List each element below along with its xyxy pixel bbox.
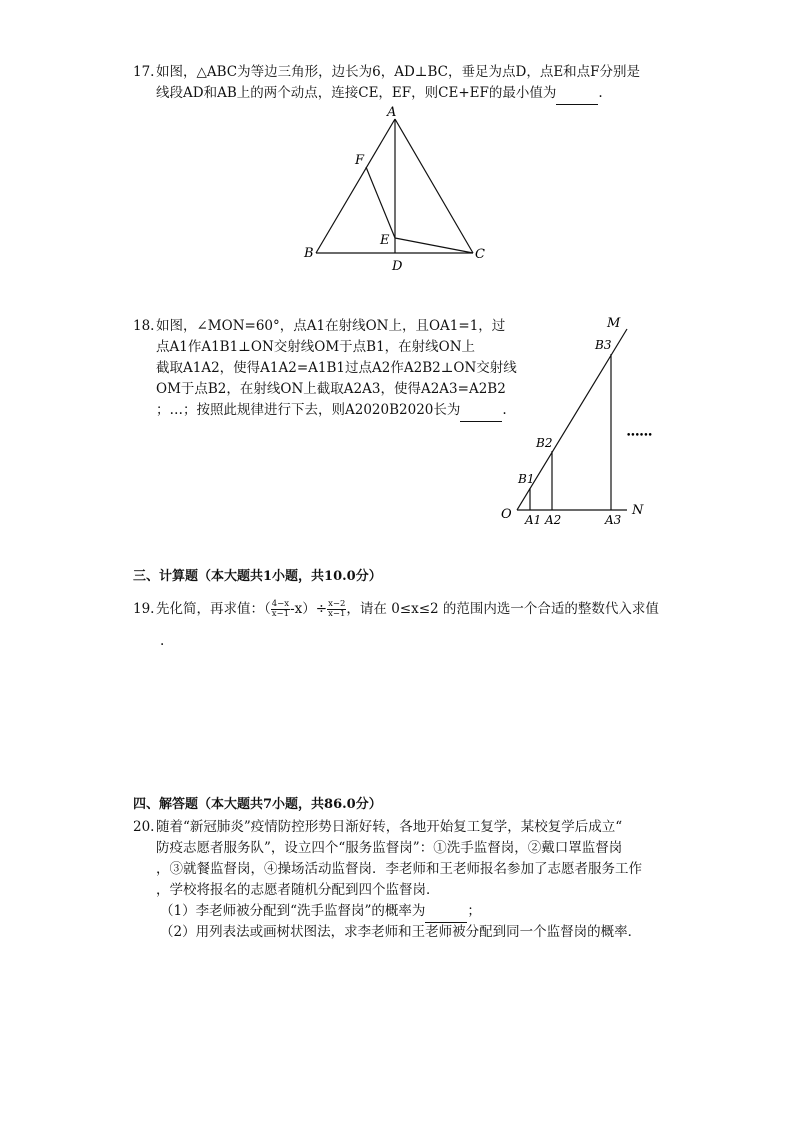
q20-line1 <box>133 818 622 836</box>
q19-fraction-1 <box>271 600 290 619</box>
q18-text-line4: OM于点B2，在射线ON上截取A2A3，使得A2A3=A2B2 <box>156 381 506 397</box>
q17-triangle-figure <box>300 100 500 275</box>
q18-line4 <box>156 380 506 398</box>
q18-period: . <box>502 402 507 418</box>
q19-text-end: ，请在 0≤x≤2 的范围内选一个合适的整数代入求值 <box>346 601 659 617</box>
q17-period: . <box>598 85 603 101</box>
label-a3: A3 <box>605 513 622 527</box>
q18-line1 <box>133 317 505 335</box>
label-a1: A1 <box>525 513 542 527</box>
q20-line3: ，③就餐监督岗，④操场活动监督岗．李老师和王老师报名参加了志愿者服务工作 <box>156 861 642 877</box>
q18-line3 <box>156 359 517 377</box>
continuation-dots: •••••• <box>626 431 652 441</box>
q18-line5 <box>156 401 507 422</box>
q20-number: 20. <box>133 819 155 835</box>
label-a: A <box>387 105 397 120</box>
q19-text-start: 先化简，再求值： <box>156 601 264 617</box>
q18-text-line1: 如图，∠MON=60°，点A1在射线ON上，且OA1=1，过 <box>156 318 506 334</box>
label-o: O <box>501 507 512 522</box>
q20-sub1-end: ； <box>467 903 481 919</box>
q19-minus-x: -x）÷ <box>290 601 328 617</box>
q20-text-line1: 随着“新冠肺炎”疫情防控形势日渐好转，各地开始复工复学，某校复学后成立“ <box>156 819 623 835</box>
q20-line2: 防疫志愿者服务队”，设立四个“服务监督岗”：①洗手监督岗，②戴口罩监督岗 <box>156 840 623 856</box>
label-a2: A2 <box>545 513 562 527</box>
q19-frac1-numerator: 4−x <box>271 599 290 609</box>
label-d: D <box>392 259 403 274</box>
q17-answer-blank <box>556 86 598 105</box>
q19-number: 19. <box>133 601 155 617</box>
q20-sub1 <box>160 902 481 923</box>
q19-frac2-denominator: x−1 <box>328 609 346 619</box>
segment-ac <box>395 119 473 253</box>
q18-text-line3: 截取A1A2，使得A1A2=A1B1过点A2作A2B2⊥ON交射线 <box>156 360 517 376</box>
q18-text-line2: 点A1作A1B1⊥ON交射线OM于点B1，在射线ON上 <box>156 339 476 355</box>
segment-ec <box>395 238 473 253</box>
q17-line1 <box>133 63 640 81</box>
label-c: C <box>475 247 485 262</box>
label-n: N <box>632 503 644 518</box>
label-b1: B1 <box>518 472 535 486</box>
q20-sub1-text: （1）李老师被分配到“洗手监督岗”的概率为 <box>160 903 426 919</box>
q18-line2 <box>156 338 475 356</box>
label-m: M <box>607 316 621 331</box>
q19-fraction-2 <box>327 600 346 619</box>
label-b3: B3 <box>595 338 612 352</box>
q20-line4: ，学校将报名的志愿者随机分配到四个监督岗． <box>156 882 440 898</box>
section3-heading: 三、计算题（本大题共1小题，共10.0分） <box>133 569 382 584</box>
q17-text-line2: 线段AD和AB上的两个动点，连接CE，EF，则CE+EF的最小值为 <box>156 85 557 101</box>
q19-line2: . <box>160 633 165 649</box>
label-b: B <box>304 246 314 261</box>
q19-frac1-denominator: x−1 <box>271 609 290 619</box>
q20-answer-blank <box>425 904 467 923</box>
q18-number: 18. <box>133 318 155 334</box>
q19-line1: 19. 先化简，再求值：（ $\frac{4-x}{x-1}$ -x）÷ $\frac{x-2}{x-1}$ ，请在 0≤x≤2 的范围内选一个合适的整数代入求值 <box>133 599 659 619</box>
label-e: E <box>380 233 390 248</box>
q18-ray-figure <box>495 310 665 535</box>
label-f: F <box>355 153 365 168</box>
q17-number: 17. <box>133 64 155 80</box>
q17-text-line1: 如图，△ABC为等边三角形，边长为6，AD⊥BC，垂足为点D，点E和点F分别是 <box>156 64 641 80</box>
q19-frac2-numerator: x−2 <box>328 599 346 609</box>
label-b2: B2 <box>536 436 553 450</box>
q20-sub2: （2）用列表法或画树状图法，求李老师和王老师被分配到同一个监督岗的概率． <box>160 924 642 940</box>
segment-fe <box>366 167 395 238</box>
q18-text-line5: ；…；按照此规律进行下去，则A2020B2020长为 <box>156 402 461 418</box>
section4-heading: 四、解答题（本大题共7小题，共86.0分） <box>133 797 382 812</box>
